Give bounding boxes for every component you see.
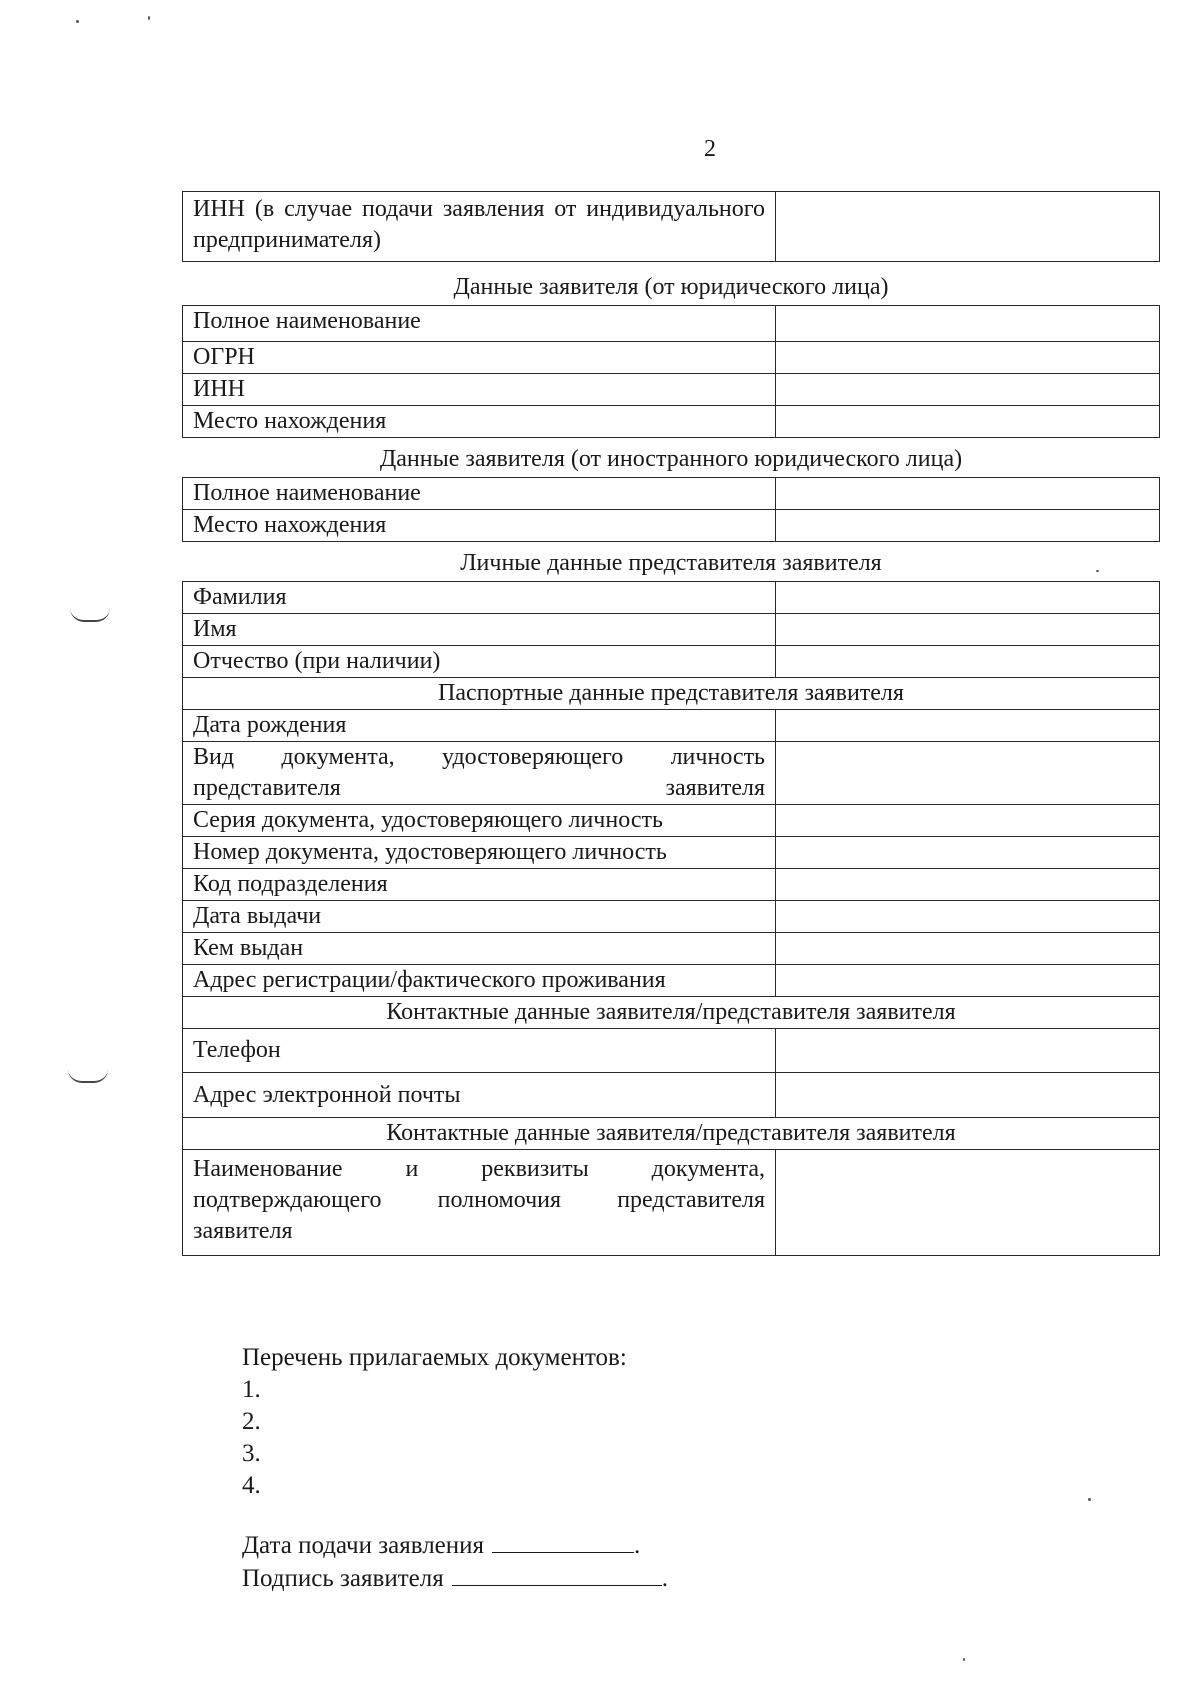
representative-title: Личные данные представителя заявителя — [460, 550, 882, 576]
table-row — [183, 306, 1160, 342]
scan-speck — [76, 20, 79, 23]
page-number: 2 — [704, 136, 716, 162]
surname-field[interactable] — [776, 582, 1160, 614]
legal-entity-title: Данные заявителя (от юридического лица) — [453, 274, 889, 300]
address-label: Адрес регистрации/фактического проживания — [183, 965, 776, 997]
phone-label: Телефон — [183, 1029, 776, 1073]
signature-block — [242, 1529, 668, 1595]
issue-date-field[interactable] — [776, 901, 1160, 933]
submission-date-line — [242, 1529, 668, 1562]
patronymic-field[interactable] — [776, 646, 1160, 678]
email-field[interactable] — [776, 1073, 1160, 1118]
table-row — [183, 1029, 1160, 1073]
authority-document-field[interactable] — [776, 1150, 1160, 1256]
representative-table — [182, 581, 1160, 1256]
foreign-location-label: Место нахождения — [183, 510, 776, 542]
list-item: 4. — [242, 1472, 261, 1499]
issued-by-field[interactable] — [776, 933, 1160, 965]
table-row — [183, 510, 1160, 542]
table-row — [183, 342, 1160, 374]
email-label: Адрес электронной почты — [183, 1073, 776, 1118]
table-row — [183, 406, 1160, 438]
table-row — [183, 742, 1160, 805]
patronymic-label: Отчество (при наличии) — [183, 646, 776, 678]
applicant-signature-line — [242, 1562, 668, 1595]
foreign-full-name-field[interactable] — [776, 478, 1160, 510]
legal-location-field[interactable] — [776, 406, 1160, 438]
first-name-label: Имя — [183, 614, 776, 646]
scan-speck — [1088, 1498, 1091, 1501]
legal-full-name-field[interactable] — [776, 306, 1160, 342]
ie-inn-table — [182, 191, 1160, 262]
legal-entity-table — [182, 305, 1160, 438]
list-item: 3. — [242, 1440, 261, 1467]
table-row — [183, 478, 1160, 510]
legal-location-label: Место нахождения — [183, 406, 776, 438]
binder-mark — [68, 1069, 108, 1083]
address-field[interactable] — [776, 965, 1160, 997]
document-number-label: Номер документа, удостоверяющего личность — [183, 837, 776, 869]
contacts-subheader: Контактные данные заявителя/представителя заявителя — [183, 997, 1160, 1029]
legal-inn-label: ИНН — [183, 374, 776, 406]
table-row — [183, 1150, 1160, 1256]
authority-subheader: Контактные данные заявителя/представителя заявителя — [183, 1118, 1160, 1150]
legal-ogrn-label: ОГРН — [183, 342, 776, 374]
document-number-field[interactable] — [776, 837, 1160, 869]
table-row — [183, 710, 1160, 742]
table-row — [183, 933, 1160, 965]
table-row — [183, 582, 1160, 614]
list-item: 1. — [242, 1376, 261, 1403]
table-row — [183, 997, 1160, 1029]
table-row — [183, 374, 1160, 406]
table-row — [183, 192, 1160, 262]
legal-inn-field[interactable] — [776, 374, 1160, 406]
table-row — [183, 869, 1160, 901]
scan-speck — [148, 16, 150, 20]
legal-full-name-label: Полное наименование — [183, 306, 776, 342]
first-name-field[interactable] — [776, 614, 1160, 646]
table-row — [183, 1118, 1160, 1150]
birth-date-field[interactable] — [776, 710, 1160, 742]
binder-mark — [70, 608, 110, 622]
ie-inn-label: ИНН (в случае подачи заявления от индивидуального предпринимателя) — [183, 192, 776, 262]
attachments-list — [242, 1342, 627, 1502]
foreign-full-name-label: Полное наименование — [183, 478, 776, 510]
surname-label: Фамилия — [183, 582, 776, 614]
issue-date-label: Дата выдачи — [183, 901, 776, 933]
table-row — [183, 901, 1160, 933]
table-row — [183, 614, 1160, 646]
legal-ogrn-field[interactable] — [776, 342, 1160, 374]
line-terminator: . — [661, 1565, 668, 1592]
document-series-label: Серия документа, удостоверяющего личность — [183, 805, 776, 837]
list-item: 2. — [242, 1408, 261, 1435]
scan-speck — [963, 1658, 965, 1661]
foreign-entity-table — [182, 477, 1160, 542]
table-row — [183, 837, 1160, 869]
table-row — [183, 965, 1160, 997]
scan-speck — [1096, 570, 1099, 572]
submission-date-blank[interactable] — [492, 1530, 634, 1553]
authority-document-label: Наименование и реквизиты документа, подтверждающего полномочия представителя заявителя — [183, 1150, 776, 1256]
ie-inn-field[interactable] — [776, 192, 1160, 262]
foreign-location-field[interactable] — [776, 510, 1160, 542]
table-row — [183, 678, 1160, 710]
submission-date-label: Дата подачи заявления — [242, 1532, 485, 1559]
division-code-label: Код подразделения — [183, 869, 776, 901]
id-document-type-label: Вид документа, удостоверяющего личность представителя заявителя — [183, 742, 776, 805]
applicant-signature-blank[interactable] — [452, 1563, 662, 1586]
application-form — [182, 191, 1160, 1256]
table-row — [183, 646, 1160, 678]
table-row — [183, 805, 1160, 837]
table-row — [183, 1073, 1160, 1118]
document-series-field[interactable] — [776, 805, 1160, 837]
line-terminator: . — [634, 1532, 641, 1559]
id-document-type-field[interactable] — [776, 742, 1160, 805]
birth-date-label: Дата рождения — [183, 710, 776, 742]
foreign-entity-title: Данные заявителя (от иностранного юридического лица) — [379, 446, 963, 472]
applicant-signature-label: Подпись заявителя — [242, 1565, 444, 1592]
attachments-title: Перечень прилагаемых документов: — [242, 1344, 627, 1371]
issued-by-label: Кем выдан — [183, 933, 776, 965]
phone-field[interactable] — [776, 1029, 1160, 1073]
division-code-field[interactable] — [776, 869, 1160, 901]
passport-subheader: Паспортные данные представителя заявителя — [183, 678, 1160, 710]
